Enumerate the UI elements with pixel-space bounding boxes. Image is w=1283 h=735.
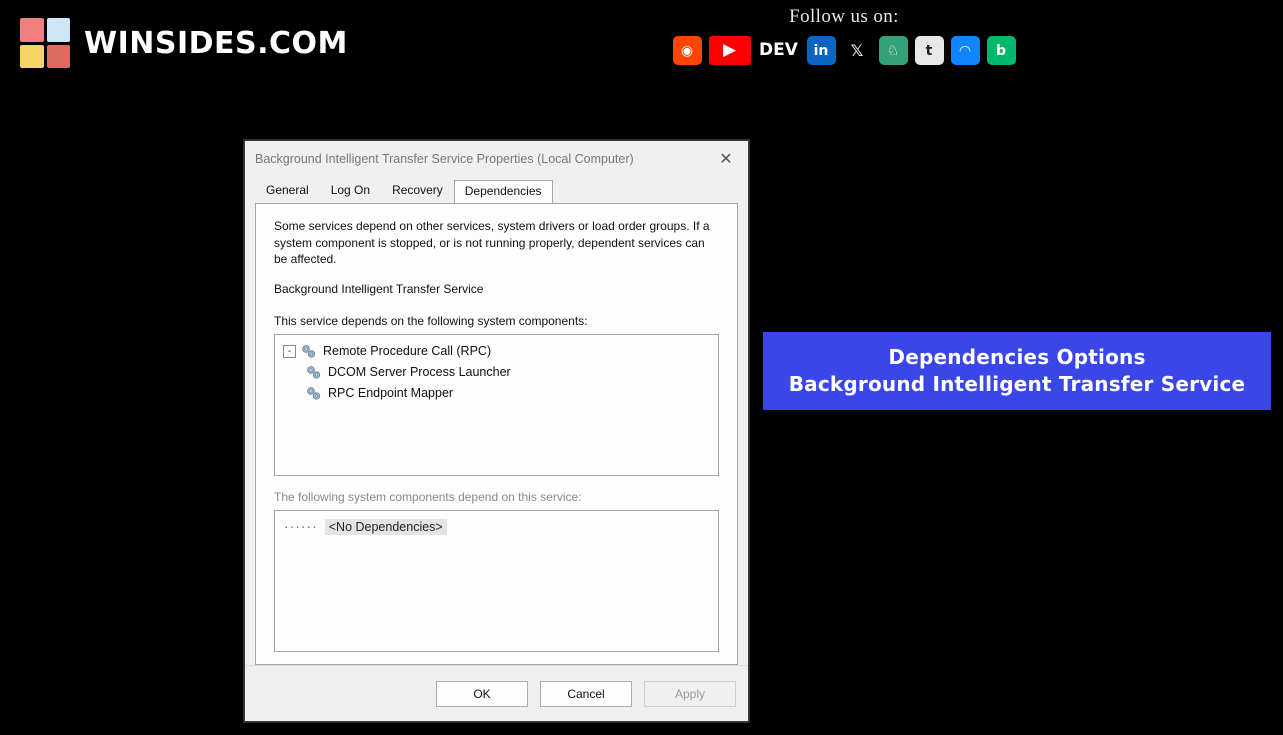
cancel-button[interactable]: Cancel — [540, 681, 632, 707]
service-name-label: Background Intelligent Transfer Service — [274, 281, 484, 296]
dev-to-icon[interactable]: DEV — [759, 40, 798, 60]
tree-item-no-dependencies[interactable] — [283, 517, 712, 538]
logo-tile-3 — [20, 45, 44, 69]
dialog-button-bar — [245, 665, 748, 721]
linkedin-icon[interactable]: in — [807, 36, 836, 65]
callout-line-1: Dependencies Options — [888, 345, 1146, 369]
social-icon-row — [664, 36, 1024, 65]
dependents-label: The following system components depend on this service: — [274, 489, 582, 504]
site-branding — [20, 18, 348, 68]
apply-button: Apply — [644, 681, 736, 707]
youtube-icon[interactable]: ▶ — [709, 36, 751, 65]
dependencies-panel — [255, 203, 738, 665]
logo-tile-1 — [20, 18, 44, 42]
dialog-titlebar[interactable] — [245, 141, 748, 177]
tree-item-label: DCOM Server Process Launcher — [328, 365, 511, 380]
x-twitter-icon[interactable]: 𝕏 — [850, 40, 864, 60]
close-icon[interactable]: ✕ — [719, 151, 733, 168]
tab-dependencies[interactable]: Dependencies — [454, 180, 553, 204]
tree-item-dcom[interactable] — [283, 362, 712, 383]
depends-on-listbox[interactable] — [274, 334, 719, 476]
dotted-connector-icon: ······ — [283, 520, 317, 534]
tab-general[interactable]: General — [266, 182, 309, 197]
ok-button[interactable]: OK — [436, 681, 528, 707]
annotation-callout — [763, 332, 1271, 410]
depends-on-label: This service depends on the following system components: — [274, 313, 588, 328]
tree-item-label: RPC Endpoint Mapper — [328, 386, 454, 401]
dependencies-description: Some services depend on other services, system drivers or load order groups. If a system component is stopped, or is not running properly, dependent services can be affected. — [274, 219, 710, 267]
dependents-listbox[interactable] — [274, 510, 719, 652]
tab-strip — [245, 177, 748, 203]
follow-us-label: Follow us on: — [789, 6, 899, 27]
dialog-title: Background Intelligent Transfer Service Properties (Local Computer) — [255, 152, 634, 166]
service-gear-icon — [305, 385, 322, 402]
tree-item-rpc-endpoint-mapper[interactable] — [283, 383, 712, 404]
no-dependencies-label: <No Dependencies> — [325, 519, 447, 535]
follow-us-block — [664, 6, 1024, 65]
logo-tile-4 — [47, 45, 71, 69]
collapse-icon[interactable]: - — [283, 345, 296, 358]
blogger-icon[interactable]: b — [987, 36, 1016, 65]
bluesky-icon[interactable]: ◠ — [951, 36, 980, 65]
winsides-logo — [20, 18, 70, 68]
reddit-alien-icon[interactable]: ♘ — [879, 36, 908, 65]
callout-line-2: Background Intelligent Transfer Service — [788, 372, 1246, 396]
service-properties-dialog — [244, 140, 749, 722]
logo-tile-2 — [47, 18, 71, 42]
tab-recovery[interactable]: Recovery — [392, 182, 443, 197]
tree-item-label: Remote Procedure Call (RPC) — [323, 344, 492, 359]
service-gear-icon — [305, 364, 322, 381]
tab-log-on[interactable]: Log On — [330, 182, 371, 197]
tumblr-icon[interactable]: t — [915, 36, 944, 65]
reddit-icon[interactable]: ◉ — [673, 36, 702, 65]
tree-item-rpc[interactable] — [283, 341, 712, 362]
service-gear-icon — [300, 343, 317, 360]
brand-name: WINSIDES.COM — [84, 25, 348, 61]
